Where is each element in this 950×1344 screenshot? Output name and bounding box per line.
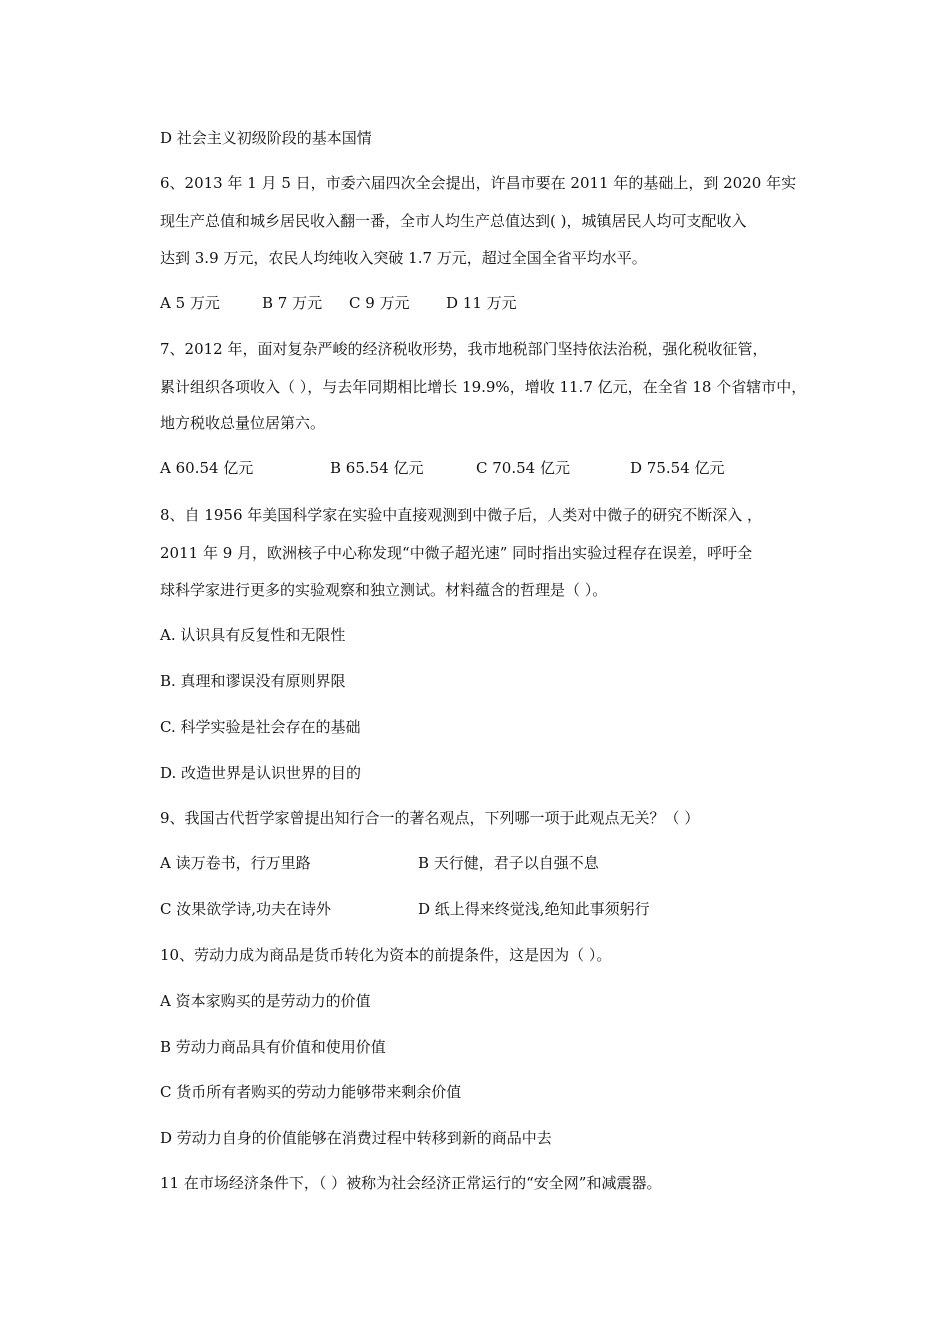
q10-option-c: C 货币所有者购买的劳动力能够带来剩余价值	[160, 1083, 462, 1101]
q7-option-b: B 65.54 亿元	[330, 459, 424, 477]
q6-line-3: 达到 3.9 万元，农民人均纯收入突破 1.7 万元，超过全国全省平均水平。	[160, 249, 647, 267]
q8-option-a: A. 认识具有反复性和无限性	[160, 626, 346, 644]
q9-option-c: C 汝果欲学诗,功夫在诗外	[160, 900, 332, 918]
q7-line-3: 地方税收总量位居第六。	[160, 414, 326, 432]
q10-option-b: B 劳动力商品具有价值和使用价值	[160, 1038, 386, 1056]
q8-line-2: 2011 年 9 月，欧洲核子中心称发现“中微子超光速” 同时指出实验过程存在误差，呼吁全	[160, 544, 753, 562]
q8-line-3: 球科学家进行更多的实验观察和独立测试。材料蕴含的哲理是（ ）。	[160, 581, 608, 599]
q7-line-1: 7、2012 年，面对复杂严峻的经济税收形势，我市地税部门坚持依法治税，强化税收征管，	[160, 340, 768, 358]
q6-option-b: B 7 万元	[262, 294, 323, 312]
q11-question: 11 在市场经济条件下，（ ）被称为社会经济正常运行的“安全网”和减震器。	[160, 1174, 662, 1192]
q9-option-a: A 读万卷书，行万里路	[160, 854, 311, 872]
q9-option-d: D 纸上得来终觉浅,绝知此事须躬行	[418, 900, 650, 918]
q7-line-2: 累计组织各项收入（ ），与去年同期相比增长 19.9%，增收 11.7 亿元，在全省 18 个省辖市中，	[160, 378, 807, 396]
q6-option-a: A 5 万元	[160, 294, 220, 312]
q6-option-c: C 9 万元	[349, 294, 410, 312]
q5-option-d: D 社会主义初级阶段的基本国情	[160, 129, 372, 147]
q9-option-b: B 天行健，君子以自强不息	[418, 854, 599, 872]
q10-question: 10、劳动力成为商品是货币转化为资本的前提条件，这是因为（ ）。	[160, 946, 612, 964]
q10-option-a: A 资本家购买的是劳动力的价值	[160, 992, 371, 1010]
q9-question: 9、我国古代哲学家曾提出知行合一的著名观点，下列哪一项于此观点无关？（ ）	[160, 809, 700, 827]
q6-line-2: 现生产总值和城乡居民收入翻一番，全市人均生产总值达到( )，城镇居民人均可支配收入	[160, 212, 747, 230]
q10-option-d: D 劳动力自身的价值能够在消费过程中转移到新的商品中去	[160, 1129, 552, 1147]
q6-line-1: 6、2013 年 1 月 5 日，市委六届四次全会提出，许昌市要在 2011 年的基础上，到 2020 年实	[160, 174, 797, 192]
q7-option-c: C 70.54 亿元	[476, 459, 570, 477]
q7-option-d: D 75.54 亿元	[630, 459, 725, 477]
q8-option-c: C. 科学实验是社会存在的基础	[160, 718, 361, 736]
q6-option-d: D 11 万元	[446, 294, 517, 312]
q7-option-a: A 60.54 亿元	[160, 459, 254, 477]
q8-line-1: 8、自 1956 年美国科学家在实验中直接观测到中微子后，人类对中微子的研究不断深入 ，	[160, 506, 763, 524]
q8-option-b: B. 真理和谬误没有原则界限	[160, 672, 346, 690]
q8-option-d: D. 改造世界是认识世界的目的	[160, 764, 362, 782]
